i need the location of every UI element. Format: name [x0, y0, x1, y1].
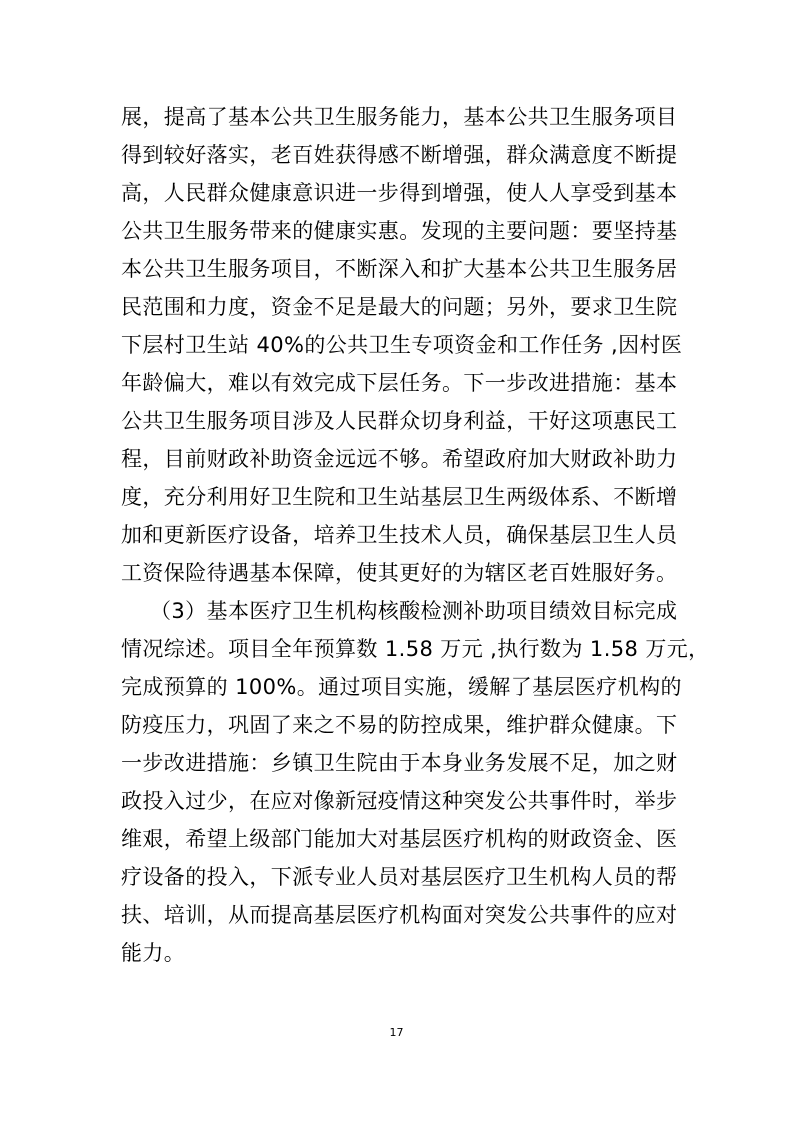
body-text-line: 本公共卫生服务项目，不断深入和扩大基本公共卫生服务居: [121, 257, 678, 281]
body-text-line: 能力。: [121, 941, 186, 965]
body-text-line: 高，人民群众健康意识进一步得到增强，使人人享受到基本: [121, 181, 678, 205]
body-text-line: 扶、培训，从而提高基层医疗机构面对突发公共事件的应对: [121, 903, 678, 927]
body-text-line: 情况综述。项目全年预算数 1.58 万元 ,执行数为 1.58 万元，: [121, 637, 710, 661]
body-text-line: 年龄偏大，难以有效完成下层任务。下一步改进措施：基本: [121, 371, 678, 395]
body-text-line: 疗设备的投入，下派专业人员对基层医疗卫生机构人员的帮: [121, 865, 678, 889]
body-text-line: 度，充分利用好卫生院和卫生站基层卫生两级体系、不断增: [121, 485, 678, 509]
body-text-line: 维艰，希望上级部门能加大对基层医疗机构的财政资金、医: [121, 827, 678, 851]
body-text-line: 一步改进措施：乡镇卫生院由于本身业务发展不足，加之财: [121, 751, 678, 775]
body-text-line: 完成预算的 100%。通过项目实施，缓解了基层医疗机构的: [121, 675, 682, 699]
body-text-line: 得到较好落实，老百姓获得感不断增强，群众满意度不断提: [121, 143, 678, 167]
body-text-line: 展，提高了基本公共卫生服务能力，基本公共卫生服务项目: [121, 105, 678, 129]
section-heading-line: （3）基本医疗卫生机构核酸检测补助项目绩效目标完成: [150, 599, 678, 623]
body-text-line: 公共卫生服务项目涉及人民群众切身利益，干好这项惠民工: [121, 409, 678, 433]
body-text-line: 政投入过少，在应对像新冠疫情这种突发公共事件时，举步: [121, 789, 678, 813]
body-text-line: 工资保险待遇基本保障，使其更好的为辖区老百姓服好务。: [121, 561, 678, 585]
body-text-line: 下层村卫生站 40%的公共卫生专项资金和工作任务 ,因村医: [121, 333, 683, 357]
page-number: 17: [389, 1026, 404, 1039]
body-text-line: 程，目前财政补助资金远远不够。希望政府加大财政补助力: [121, 447, 678, 471]
body-text-line: 加和更新医疗设备，培养卫生技术人员，确保基层卫生人员: [121, 523, 678, 547]
body-text-line: 民范围和力度，资金不足是最大的问题；另外，要求卫生院: [121, 295, 678, 319]
body-text-line: 公共卫生服务带来的健康实惠。发现的主要问题：要坚持基: [121, 219, 678, 243]
body-text-line: 防疫压力，巩固了来之不易的防控成果，维护群众健康。下: [121, 713, 678, 737]
